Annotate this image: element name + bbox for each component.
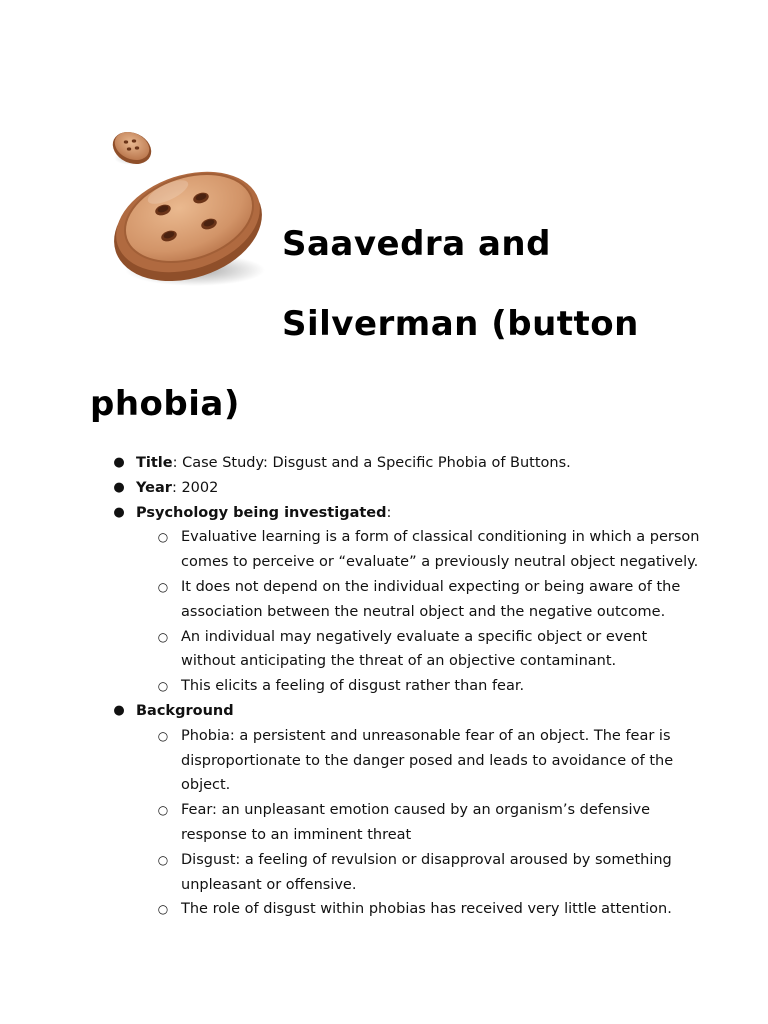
bullet-list xyxy=(110,451,700,922)
circle-bullet-icon: ○ xyxy=(157,629,169,644)
sub-item-text: This elicits a feeling of disgust rather than fear. xyxy=(181,678,525,695)
bullet-label: Psychology being investigated xyxy=(136,504,387,521)
small-button-icon xyxy=(108,126,157,170)
list-item-year xyxy=(110,476,700,501)
list-item-background xyxy=(110,699,700,922)
sub-list-item xyxy=(136,724,700,798)
sub-item-text: An individual may negatively evaluate a specific object or event without anticipating the threat of an objective contaminant. xyxy=(181,628,648,670)
circle-bullet-icon: ○ xyxy=(157,803,169,818)
bullet-label: Title xyxy=(136,455,173,471)
circle-bullet-icon: ○ xyxy=(157,679,169,694)
bullet-icon: ● xyxy=(113,702,125,718)
circle-bullet-icon: ○ xyxy=(157,852,169,867)
sub-list-item xyxy=(136,625,700,675)
bullet-text: : xyxy=(386,504,392,521)
circle-bullet-icon: ○ xyxy=(157,728,169,743)
list-item-title xyxy=(110,451,700,476)
circle-bullet-icon: ○ xyxy=(157,530,169,545)
sub-list-item xyxy=(136,848,700,898)
large-button-icon xyxy=(100,154,275,299)
document-title-line-2: Silverman (button xyxy=(282,304,639,344)
button-icon xyxy=(100,120,280,300)
bullet-icon: ● xyxy=(113,479,125,495)
sub-list-item xyxy=(136,897,700,922)
sub-bullet-list xyxy=(136,525,700,699)
sub-item-text: It does not depend on the individual expecting or being aware of the association between the neutral object and the negative outcome. xyxy=(181,578,681,620)
sub-list-item xyxy=(136,575,700,625)
circle-bullet-icon: ○ xyxy=(157,902,169,917)
bullet-label: Year xyxy=(136,479,172,496)
document-body xyxy=(110,451,700,922)
list-item-psychology xyxy=(110,501,700,699)
bullet-icon: ● xyxy=(113,455,125,470)
bullet-text: : 2002 xyxy=(171,479,219,496)
sub-list-item xyxy=(136,525,700,575)
document-title-line-1: Saavedra and xyxy=(282,224,551,264)
circle-bullet-icon: ○ xyxy=(157,579,169,594)
sub-item-text: Evaluative learning is a form of classical conditioning in which a person comes to perceive or “evaluate” a previously neutral object negatively. xyxy=(181,529,700,571)
bullet-text: : Case Study: Disgust and a Specific Phobia of Buttons. xyxy=(172,455,571,471)
sub-item-text: Phobia: a persistent and unreasonable fear of an object. The fear is disproportionate to the danger posed and leads to avoidance of the object. xyxy=(181,727,674,794)
sub-item-text: Fear: an unpleasant emotion caused by an organism’s defensive response to an imminent threat xyxy=(181,802,651,843)
sub-bullet-list xyxy=(136,724,700,922)
sub-list-item xyxy=(136,798,700,848)
bullet-label: Background xyxy=(136,702,234,719)
bullet-icon: ● xyxy=(113,504,125,520)
sub-item-text: The role of disgust within phobias has received very little attention. xyxy=(181,901,672,918)
document-title-line-3: phobia) xyxy=(90,384,240,424)
sub-item-text: Disgust: a feeling of revulsion or disapproval aroused by something unpleasant or offensive. xyxy=(181,851,672,893)
sub-list-item xyxy=(136,674,700,699)
